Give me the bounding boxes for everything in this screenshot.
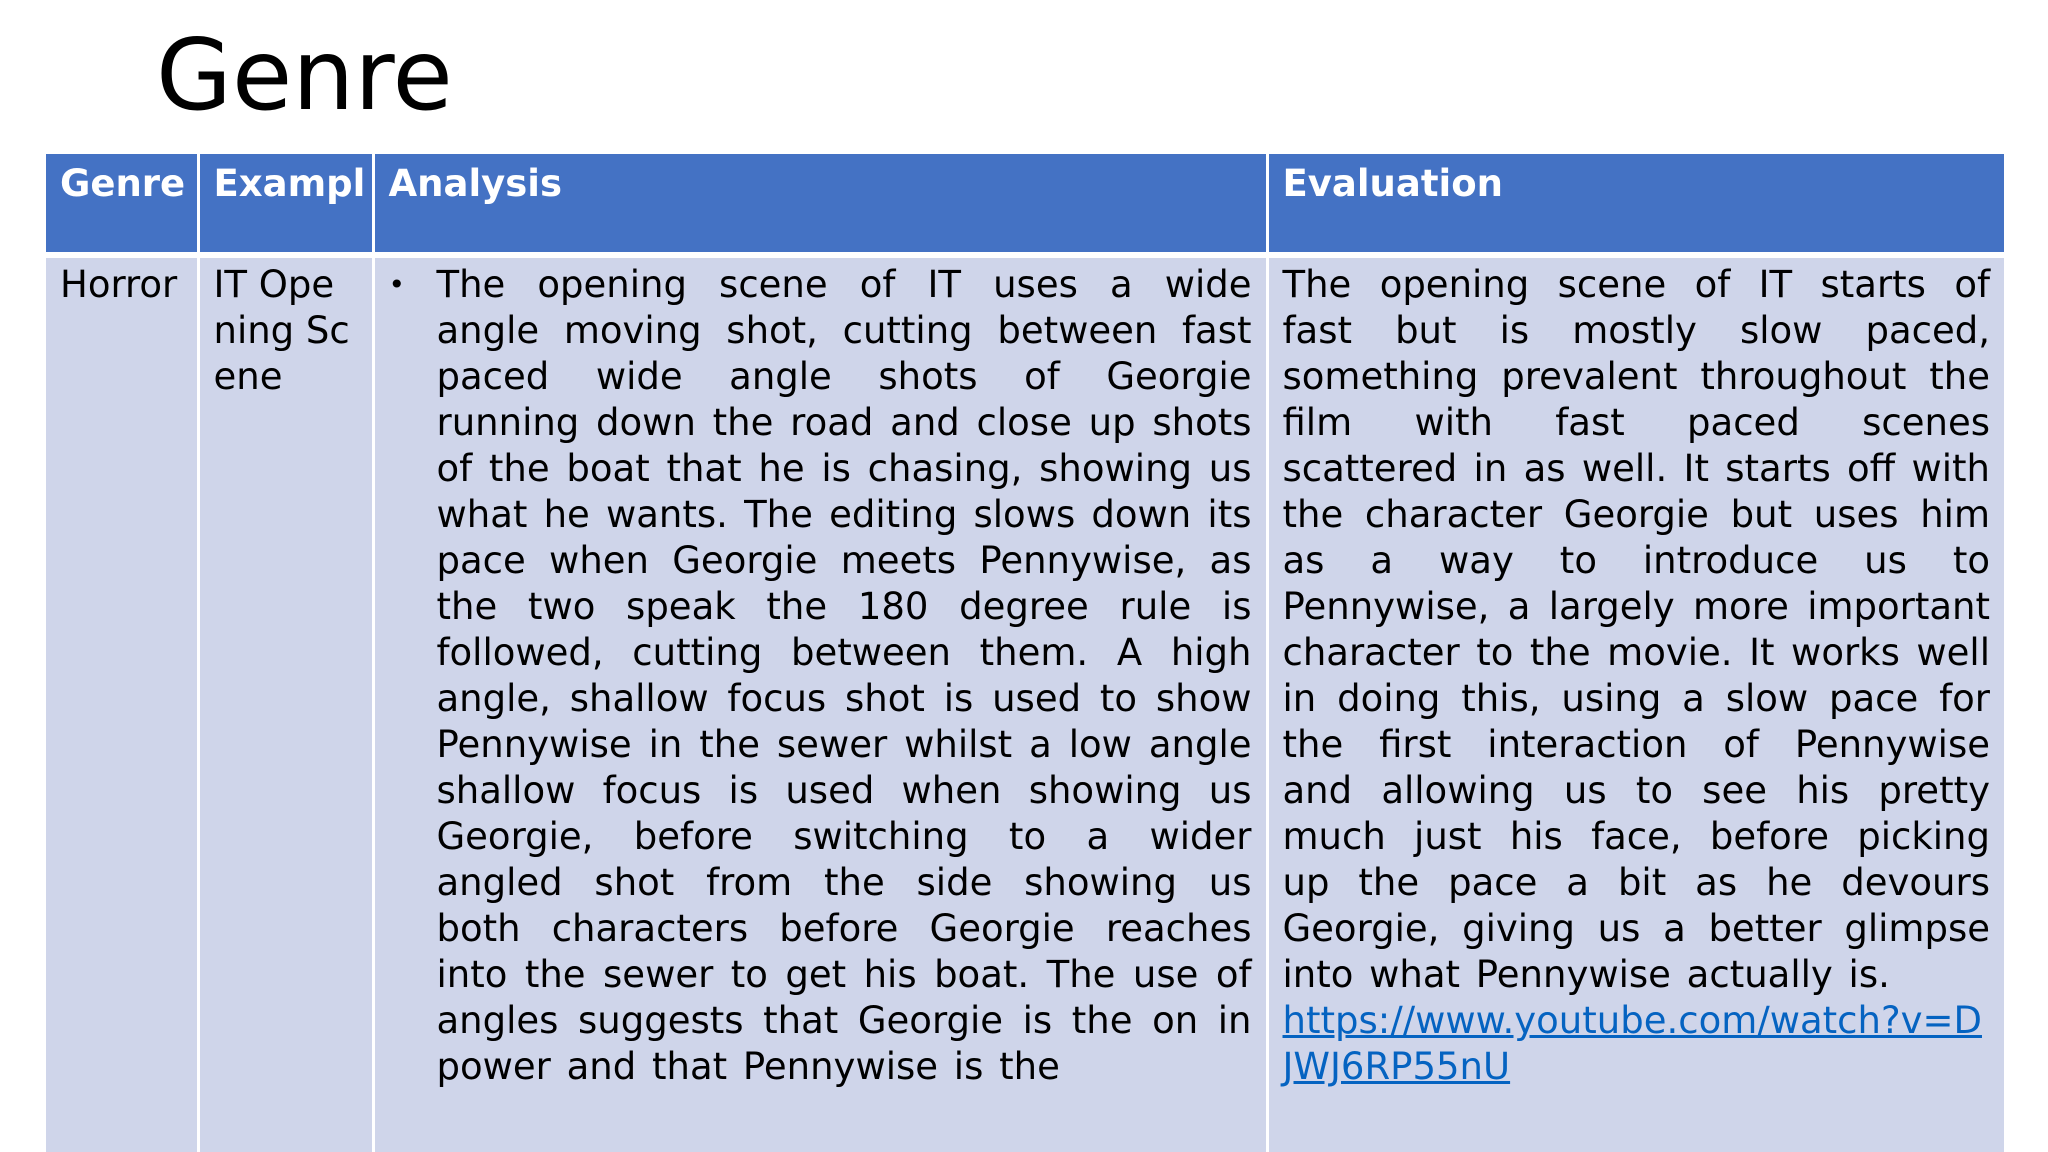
header-example: Exampl	[198, 154, 373, 255]
cell-example: IT Opening Scene	[198, 255, 373, 1152]
analysis-text: The opening scene of IT uses a wide angle moving shot, cutting between fast paced wide angle shots of Georgie running down the road and close up shots of the boat that he is chasing, showing us what he wants. The editing slows down its pace when Georgie meets Pennywise, as the two speak the 180 degree rule is followed, cutting between them. A high angle, shallow focus shot is used to show Pennywise in the sewer whilst a low angle shallow focus is used when showing us Georgie, before switching to a wider angled shot from the side showing us both characters before Georgie reaches into the sewer to get his boat. The use of angles suggests that Georgie is the on in power and that Pennywise is the	[436, 263, 1252, 1088]
youtube-link[interactable]: https://www.youtube.com/watch?v=DJWJ6RP55nU	[1282, 999, 1982, 1088]
header-evaluation: Evaluation	[1267, 154, 2004, 255]
bullet-dot-icon: •	[388, 268, 406, 301]
table-row	[46, 255, 2004, 1152]
header-genre: Genre	[46, 154, 198, 255]
evaluation-text: The opening scene of IT starts of fast but is mostly slow paced, something prevalent throughout the film with fast paced scenes scattered in as well. It starts off with the character Georgie but uses him as a way to introduce us to Pennywise, a largely more important character to the movie. It works well in doing this, using a slow pace for the first interaction of Pennywise and allowing us to see his pretty much just his face, before picking up the pace a bit as he devours Georgie, giving us a better glimpse into what Pennywise actually is.	[1282, 263, 1990, 996]
table-header-row	[46, 154, 2004, 255]
genre-table	[46, 154, 2004, 1152]
genre-table-container	[46, 154, 2004, 1152]
cell-evaluation	[1267, 255, 2004, 1152]
cell-analysis	[373, 255, 1267, 1152]
analysis-bullet-item	[389, 262, 1252, 1090]
header-analysis: Analysis	[373, 154, 1267, 255]
cell-genre: Horror	[46, 255, 198, 1152]
slide-title: Genre	[156, 19, 453, 133]
